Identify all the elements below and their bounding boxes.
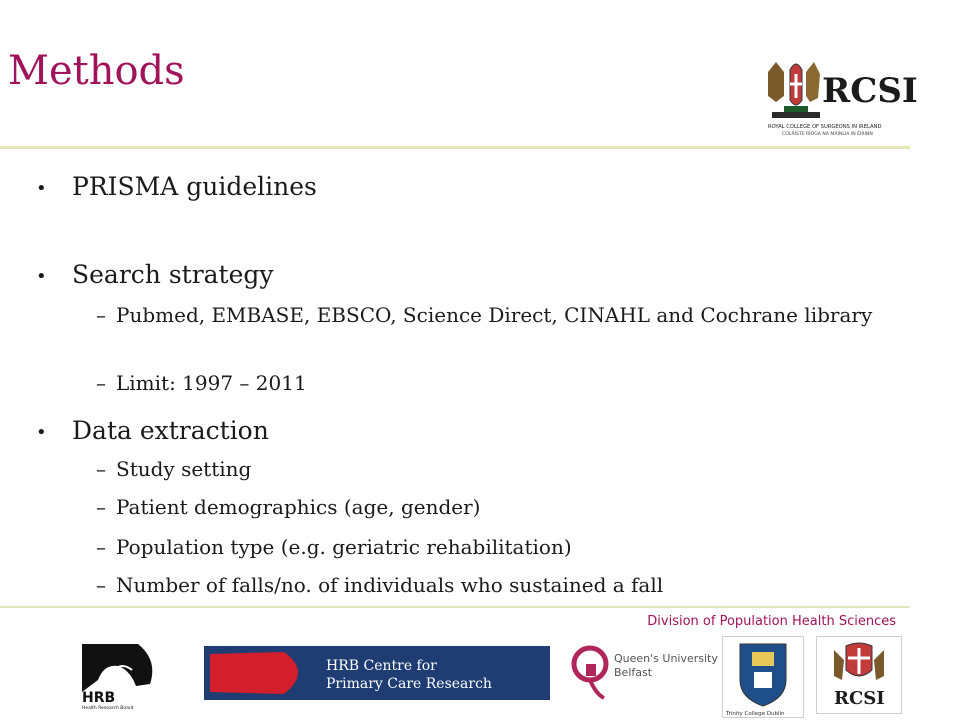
dash-icon: –: [96, 495, 106, 519]
svg-text:ROYAL COLLEGE OF SURGEONS IN I: ROYAL COLLEGE OF SURGEONS IN IRELAND: [768, 124, 882, 130]
dash-icon: –: [96, 371, 106, 395]
rcsi-footer-logo: [816, 636, 902, 714]
header-divider: [0, 146, 910, 149]
svg-text:RCSI: RCSI: [822, 71, 918, 111]
svg-text:RCSI: RCSI: [834, 688, 885, 709]
dash-icon: –: [96, 457, 106, 481]
footer-divider: [0, 606, 910, 608]
queens-university-logo: [568, 642, 718, 700]
bullet-dot-icon: •: [36, 422, 47, 443]
trinity-college-logo: [722, 636, 804, 718]
sub-bullet-text: Patient demographics (age, gender): [116, 495, 481, 519]
dash-icon: –: [96, 303, 106, 327]
division-label: Division of Population Health Sciences: [647, 614, 896, 629]
dash-icon: –: [96, 573, 106, 597]
slide-title: Methods: [8, 48, 185, 94]
sub-bullet-text: Pubmed, EMBASE, EBSCO, Science Direct, CINAHL and Cochrane library: [116, 303, 873, 327]
sub-bullet-text: Population type (e.g. geriatric rehabilitation): [116, 535, 572, 559]
crest-icon: [768, 62, 820, 118]
hrb-logo: [78, 640, 162, 710]
svg-text:Belfast: Belfast: [614, 666, 653, 679]
bullet-text: Search strategy: [72, 260, 274, 289]
hrb-centre-logo: [204, 646, 550, 700]
sub-bullet-text: Limit: 1997 – 2011: [116, 371, 307, 395]
sub-bullet-text: Number of falls/no. of individuals who sustained a fall: [116, 573, 664, 597]
bullet-text: PRISMA guidelines: [72, 172, 317, 201]
svg-text:Health Research Board: Health Research Board: [82, 706, 134, 711]
dash-icon: –: [96, 535, 106, 559]
svg-text:Trinity College Dublin: Trinity College Dublin: [726, 711, 785, 717]
sub-bullet-text: Study setting: [116, 457, 252, 481]
bullet-dot-icon: •: [36, 178, 47, 199]
svg-text:COLÁISTE RÍOGA NA MÁINLIA IN É: COLÁISTE RÍOGA NA MÁINLIA IN ÉIRINN: [782, 132, 873, 137]
svg-text:HRB: HRB: [82, 690, 116, 706]
svg-text:HRB Centre for: HRB Centre for: [326, 658, 437, 674]
bullet-dot-icon: •: [36, 266, 47, 287]
svg-text:Primary Care Research: Primary Care Research: [326, 676, 492, 692]
svg-text:Queen's University: Queen's University: [614, 652, 718, 665]
bullet-text: Data extraction: [72, 416, 269, 445]
rcsi-crest-logo: [764, 52, 918, 138]
